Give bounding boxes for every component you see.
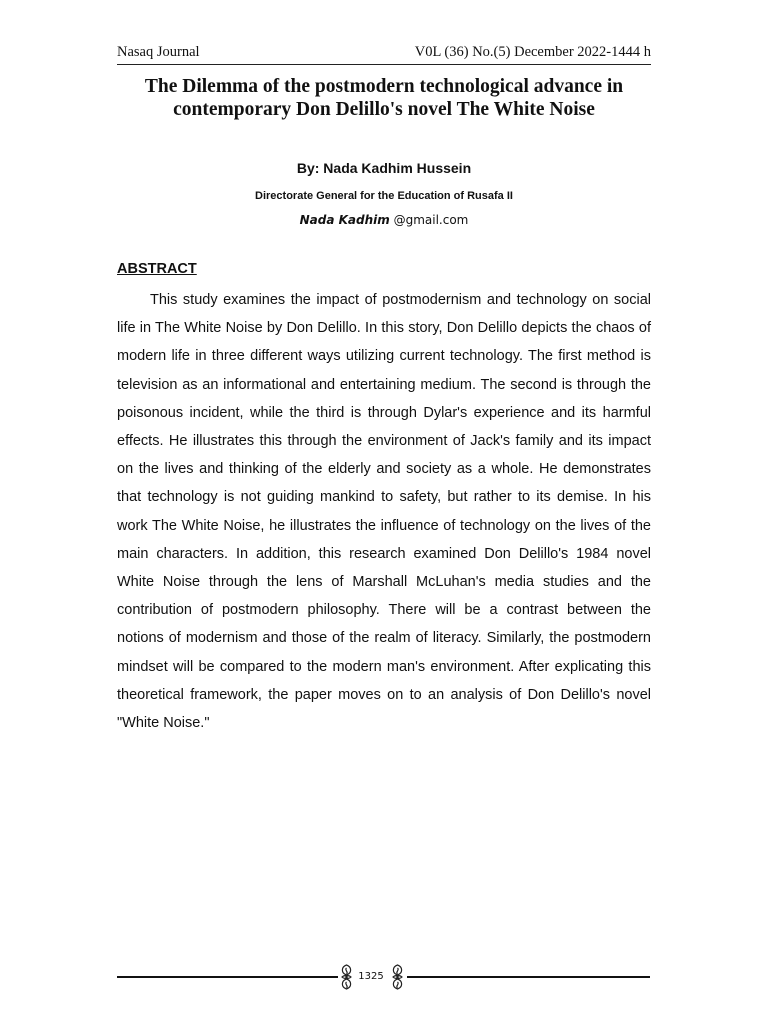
- abstract-body: This study examines the impact of postmodernism and technology on social life in The White Noise by Don Delillo. In this story, Don Delillo depicts the chaos of modern life in three different ways utilizing current technology. The first method is television as an informational and entertaining medium. The second is through the poisonous incident, while the third is through Dylar's experience and its harmful effects. He illustrates this through the environment of Jack's family and its impact on the lives and thinking of the elderly and society as a whole. He demonstrates that technology is not guiding mankind to safety, but rather to its demise. In his work The White Noise, he illustrates the influence of technology on the lives of the main characters. In addition, this research examined Don Delillo's 1984 novel White Noise through the lens of Marshall McLuhan's media studies and the contribution of postmodern philosophy. There will be a contrast between the notions of modernism and those of the realm of literacy. Similarly, the postmodern mindset will be compared to the modern man's environment. After explicating this theoretical framework, the paper moves on to an analysis of Don Delillo's novel "White Noise.": [117, 292, 651, 732]
- page-footer: [117, 960, 650, 994]
- title-line-2: contemporary Don Delillo's novel The White Noise: [173, 99, 595, 120]
- author-byline: By: Nada Kadhim Hussein: [296, 160, 472, 176]
- floral-scroll-icon: [389, 963, 406, 991]
- author-email: [0, 213, 768, 227]
- page-number: 1325: [358, 971, 384, 982]
- footer-rule-left: [117, 976, 338, 978]
- author-affiliation: Directorate General for the Education of Rusafa II: [255, 190, 513, 202]
- issue-info: V0L (36) No.(5) December 2022-1444 h: [414, 44, 651, 60]
- email-name: Nada Kadhim: [299, 213, 390, 227]
- running-header: [117, 42, 651, 65]
- footer-rule-right: [407, 976, 650, 978]
- title-line-1: The Dilemma of the postmodern technological advance in: [144, 76, 624, 97]
- paper-title: [100, 75, 668, 121]
- abstract-heading: ABSTRACT: [117, 261, 197, 277]
- journal-name: Nasaq Journal: [117, 44, 200, 60]
- email-domain: @gmail.com: [389, 213, 469, 227]
